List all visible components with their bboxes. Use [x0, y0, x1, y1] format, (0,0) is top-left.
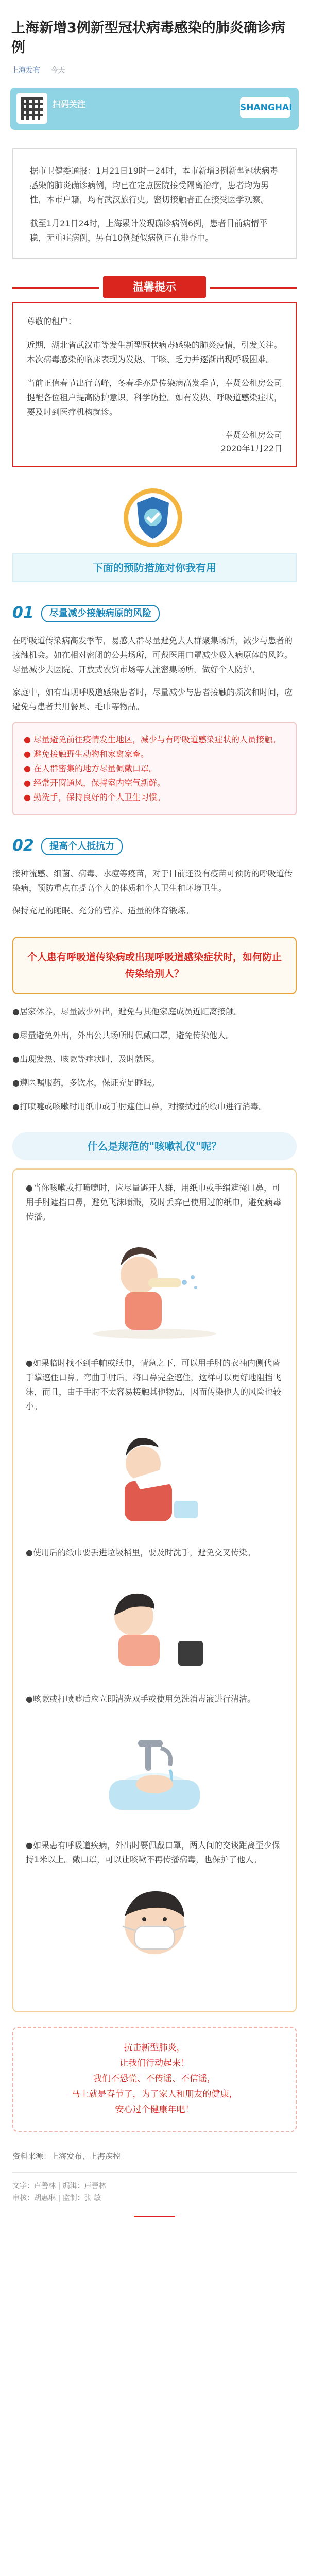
closing-line: 抗击新型肺炎，	[124, 2043, 185, 2053]
section-label: 提高个人抵抗力	[41, 838, 123, 855]
section-body-2	[12, 867, 297, 918]
sign-date: 2020年1月22日	[220, 444, 282, 453]
advice-item: ● 避免接触野生动物和家禽家畜。	[24, 749, 149, 759]
shield-emblem-icon	[122, 486, 184, 549]
tissue-bin-illustration-icon	[26, 1569, 283, 1683]
closing-line: 安心过个健康年吧！	[115, 2105, 194, 2115]
section-label: 尽量减少接触病原的风险	[41, 605, 160, 622]
etiquette-item: ●使用后的纸巾要丢进垃圾桶里，要及时洗手，避免交叉传染。	[26, 1548, 255, 1557]
section-heading-2	[12, 833, 297, 859]
section-body-1	[12, 634, 297, 714]
section-number: 01	[12, 604, 34, 622]
section-paragraph: 家庭中，如有出现呼吸道感染患者时，尽量减少与患者接触的频次和时间，应避免与患者共用餐具、毛巾等物品。	[12, 687, 293, 711]
brand-logo: SHANGHAI	[240, 97, 290, 118]
article-header	[0, 0, 309, 75]
tips-paragraph: 近期，湖北省武汉市等发生新型冠状病毒感染的肺炎疫情，引发关注。本次病毒感染的临床表现为发热、干咳、乏力并逐渐出现呼吸困难。	[27, 340, 283, 364]
answer-item: ●打喷嚏或咳嗽时用纸巾或手肘遮住口鼻，对擦拭过的纸巾进行消毒。	[12, 1101, 267, 1111]
red-advice-list	[12, 722, 297, 815]
section-number: 02	[12, 837, 34, 855]
article-title: 上海新增3例新型冠状病毒感染的肺炎确诊病例	[11, 20, 285, 56]
credit-line: 审核：胡惠琳 | 监制：张 敏	[12, 2194, 101, 2202]
references: 资料来源：上海发布、上海疾控	[12, 2151, 121, 2161]
advice-item: ● 经常开窗通风，保持室内空气新鲜。	[24, 778, 166, 788]
publish-date: 今天	[50, 66, 65, 75]
tip-header	[0, 273, 309, 302]
answer-item: ●遵医嘱服药，多饮水，保证充足睡眠。	[12, 1078, 160, 1088]
notice-paragraph: 截至1月21日24时，上海累计发现确诊病例6例，患者目前病情平稳，无重症病例，另有10例疑似病例正在排查中。	[30, 218, 268, 243]
etiquette-heading: 什么是规范的"咳嗽礼仪"呢？	[12, 1132, 297, 1160]
credit-line: 文字：卢善林 | 编辑：卢善林	[12, 2182, 106, 2190]
account-link[interactable]: 上海发布	[11, 66, 40, 75]
etiquette-item: ●如果临时找不到手帕或纸巾，情急之下，可以用手肘的衣袖内侧代替手掌遮住口鼻。弯曲手肘后，将口鼻完全遮住，这样可以更好地阻挡飞沫，而且，由于手肘不太容易接触其他物品，因而传染他人的风险也较小。	[26, 1358, 282, 1411]
section-paragraph: 在呼吸道传染病高发季节，易感人群尽量避免去人群聚集场所，减少与患者的接触机会。如在相对密闭的公共场所，可戴医用口罩减少吸入病原体的风险。尽量减少去医院、开放式农贸市场等人流密集场所，做好个人防护。	[12, 636, 293, 674]
scan-text: 扫码关注	[53, 99, 86, 109]
divider	[12, 287, 99, 289]
section-heading-1	[12, 600, 297, 626]
subscription-banner[interactable]	[10, 88, 299, 130]
etiquette-item: ●当你咳嗽或打喷嚏时，应尽量避开人群，用纸巾或手绢遮掩口鼻，可用手肘遮挡口鼻，避免飞沫喷溅，及时丢弃已使用过的纸巾，避免病毒传播。	[26, 1183, 282, 1222]
section-paragraph: 接种流感、细菌、病毒、水痘等疫苗，对于目前还没有疫苗可预防的呼吸道传染病，预防重点在提高个人的体质和个人卫生和环境卫生。	[12, 869, 293, 893]
section-banner: 下面的预防措施对你我有用	[12, 553, 297, 582]
divider	[210, 287, 297, 289]
notice-box	[12, 148, 297, 259]
answer-list	[12, 1005, 297, 1114]
sneeze-illustration-icon	[26, 1233, 283, 1347]
answer-item: ●居家休养，尽量减少外出，避免与其他家庭成员近距离接触。	[12, 1007, 242, 1016]
signature: 奉贤公租房公司	[224, 430, 282, 440]
section-paragraph: 保持充足的睡眠、充分的营养、适量的体育锻炼。	[12, 906, 194, 916]
etiquette-section	[12, 1168, 297, 2012]
answer-item: ●尽量避免外出，外出公共场所时佩戴口罩，避免传染他人。	[12, 1030, 234, 1040]
closing-line: 让我们行动起来！	[119, 2058, 190, 2069]
tips-paragraph: 当前正值春节出行高峰，冬春季亦是传染病高发季节，奉贤公租房公司提醒各位租户提高防护意识，科学防控。如有发热、呼吸道感染症状，要及时到医疗机构就诊。	[27, 378, 283, 417]
etiquette-item: ●如果患有呼吸道疾病，外出时要佩戴口罩，两人间的交谈距离至少保持1米以上。戴口罩，可以让咳嗽不再传播病毒，也保护了他人。	[26, 1840, 280, 1865]
handwashing-illustration-icon	[26, 1716, 283, 1829]
qr-code-icon	[16, 93, 47, 124]
article-meta	[11, 65, 298, 75]
closing-line: 马上就是春节了，为了家人和朋友的健康，	[71, 2089, 238, 2099]
signature-block	[27, 429, 282, 455]
notice-paragraph: 据市卫健委通报：1月21日19时一24时，本市新增3例新型冠状病毒感染的肺炎确诊病例，均已在定点医院接受隔离治疗，患者均为男性，本市户籍，均有武汉旅行史。密切接触者正在接受医学观察。	[30, 166, 278, 205]
advice-item: ● 在人群密集的地方尽量佩戴口罩。	[24, 764, 158, 773]
elbow-cough-illustration-icon	[26, 1423, 283, 1536]
credits	[12, 2172, 297, 2205]
question-callout: 个人患有呼吸道传染病或出现呼吸道感染症状时，如何防止传染给别人？	[12, 937, 297, 994]
end-divider	[134, 2216, 175, 2217]
answer-item: ●出现发热、咳嗽等症状时，及时就医。	[12, 1054, 160, 1064]
mask-illustration-icon	[26, 1876, 283, 1990]
tip-title: 温馨提示	[103, 276, 206, 298]
closing-box	[12, 2027, 297, 2132]
tips-box	[12, 302, 297, 467]
tips-greeting: 尊敬的租户：	[27, 316, 77, 326]
etiquette-item: ●咳嗽或打喷嚏后应立即清洗双手或使用免洗消毒液进行清洁。	[26, 1694, 255, 1704]
advice-item: ● 尽量避免前往疫情发生地区，减少与有呼吸道感染症状的人员接触。	[24, 735, 281, 744]
closing-line: 我们不恐慌、不传谣、不信谣，	[93, 2074, 216, 2084]
emblem-row	[0, 479, 309, 553]
advice-item: ● 勤洗手，保持良好的个人卫生习惯。	[24, 792, 166, 802]
